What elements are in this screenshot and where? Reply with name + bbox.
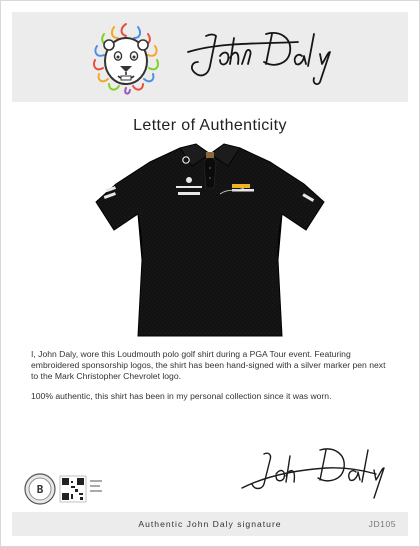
svg-text:B: B xyxy=(36,483,44,496)
seal-icon xyxy=(24,472,106,506)
signature-icon xyxy=(180,22,340,88)
letter-paragraph-1: I, John Daly, wore this Loudmouth polo golf shirt during a PGA Tour event. Featuring embroidered sponsorship logos, the shirt has been hand-signed with a silver marker pen next to the Mark Christopher Chevrolet logo. xyxy=(31,349,386,381)
letter-paragraph-2: 100% authentic, this shirt has been in my personal collection since it was worn. xyxy=(31,391,332,401)
signature-icon xyxy=(236,440,386,502)
letter-body xyxy=(31,349,391,411)
lion-icon xyxy=(84,18,168,98)
polo-shirt-image xyxy=(92,140,328,340)
page-title: Letter of Authenticity xyxy=(133,117,287,134)
item-code: JD105 xyxy=(368,519,396,529)
footer-caption: Authentic John Daly signature xyxy=(138,519,282,529)
qr-code-icon xyxy=(60,476,86,502)
